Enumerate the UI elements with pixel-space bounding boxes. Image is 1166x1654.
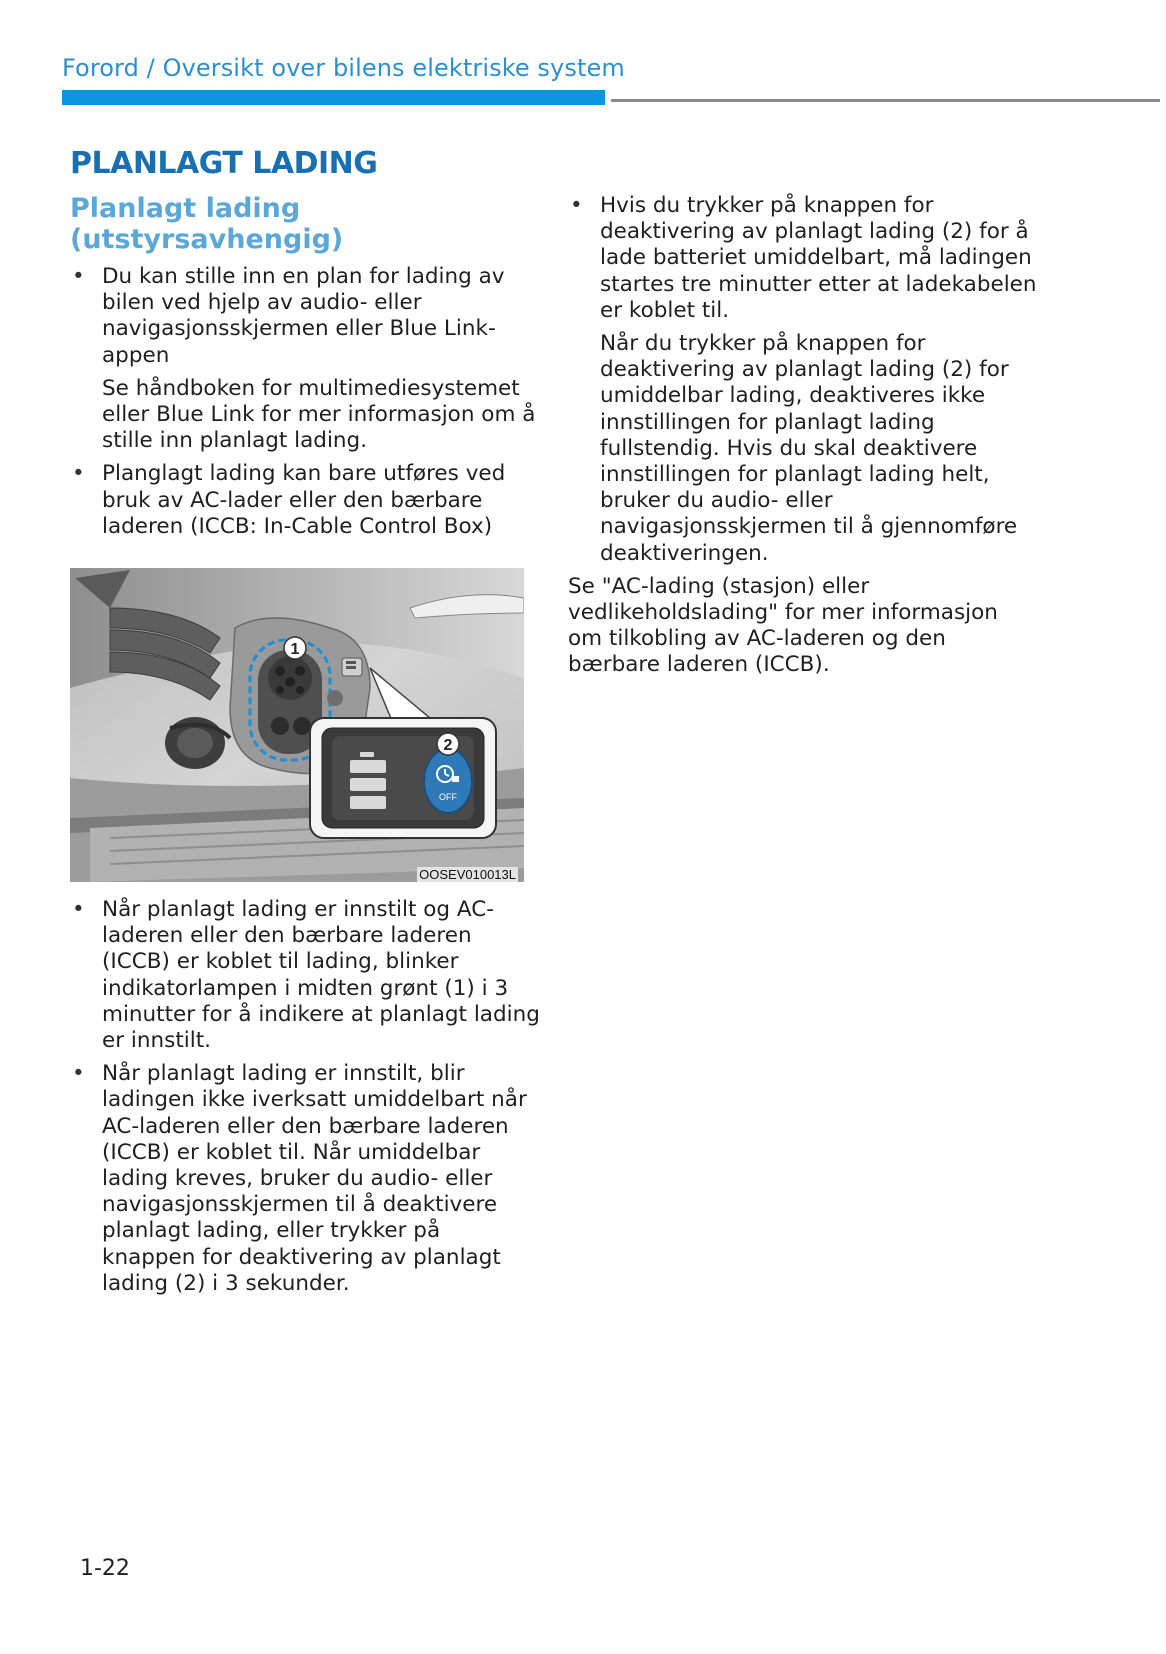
bullet-deactivation-note: Når du trykker på knappen for deaktivering av planlagt lading (2) for umiddelbar lading, deaktiveres ikke innstillingen for planlagt lading fullstendig. Hvis du skal deaktivere innstillingen for planlagt lading helt, bruker du audio- eller navigasjonsskjermen til å gjennomføre deaktiveringen. bbox=[600, 331, 1018, 566]
right-column bbox=[568, 193, 1038, 679]
header-accent-bar bbox=[62, 90, 605, 105]
page-number: 1-22 bbox=[80, 1556, 130, 1581]
bullet-deactivation-button: • Hvis du trykker på knappen for deaktivering av planlagt lading (2) for å lade batteriet umiddelbart, må ladingen startes tre minutter etter at ladekabelen er koblet til. bbox=[568, 193, 1038, 324]
reference-note: Se "AC-lading (stasjon) eller vedlikeholdslading" for mer informasjon om tilkobling av AC-laderen og den bærbare laderen (ICCB). bbox=[568, 573, 998, 678]
header-title: Forord / Oversikt over bilens elektriske system bbox=[62, 54, 625, 82]
bullet-plan-charging-note: Se håndboken for multimediesystemet eller Blue Link for mer informasjon om å stille inn planlagt lading. bbox=[102, 375, 536, 454]
callout-2-label: 2 bbox=[443, 737, 453, 754]
left-column-bottom bbox=[70, 897, 540, 1304]
bullet-ac-charger: • Planglagt lading kan bare utføres ved bruk av AC-lader eller den bærbare laderen (ICCB: In-Cable Control Box) bbox=[70, 461, 540, 540]
subtitle-line-1: Planlagt lading bbox=[70, 193, 301, 224]
figure-code: OOSEV010013L bbox=[419, 867, 516, 882]
left-column-top bbox=[70, 264, 540, 547]
charging-port-drawing bbox=[70, 568, 524, 882]
subtitle-line-2: (utstyrsavhengig) bbox=[70, 224, 344, 255]
zoom-inset bbox=[310, 718, 496, 838]
callout-1-label: 1 bbox=[290, 641, 300, 658]
bullet-indicator-blinks: • Når planlagt lading er innstilt og AC-laderen eller den bærbare laderen (ICCB) er koblet til lading, blinker indikatorlampen i midten grønt (1) i 3 minutter for å indikere at planlagt lading er innstilt. bbox=[70, 897, 540, 1054]
bullet-plan-charging: • Du kan stille inn en plan for lading av bilen ved hjelp av audio- eller navigasjonsskjermen eller Blue Link-appen bbox=[70, 264, 540, 369]
header-rule bbox=[611, 99, 1160, 102]
section-title: PLANLAGT LADING bbox=[70, 146, 378, 181]
battery-indicator-icon bbox=[350, 752, 386, 809]
charging-port-illustration bbox=[70, 568, 524, 882]
section-subtitle bbox=[70, 193, 530, 255]
callout-1 bbox=[284, 637, 306, 659]
off-label: OFF bbox=[439, 792, 457, 802]
bullet-immediate-charging: • Når planlagt lading er innstilt, blir ladingen ikke iverksatt umiddelbart når AC-laderen eller den bærbare laderen (ICCB) er koblet til. Når umiddelbar lading kreves, bruker du audio- eller navigasjonsskjermen til å deaktivere planlagt lading, eller trykker på knappen for deaktivering av planlagt lading (2) i 3 sekunder. bbox=[70, 1061, 540, 1297]
